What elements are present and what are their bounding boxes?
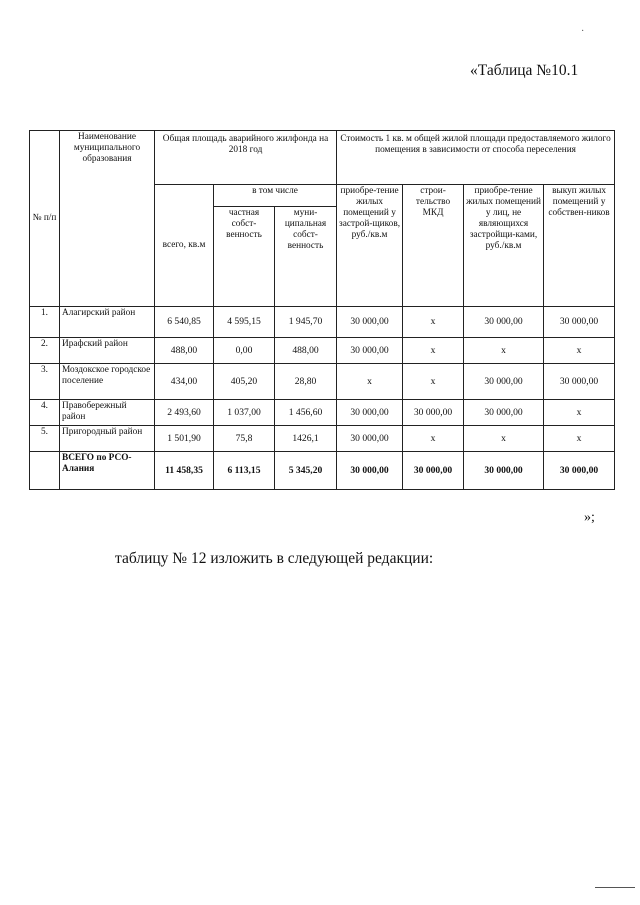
row-construction: 30 000,00 <box>403 400 464 426</box>
page-footer-line <box>595 887 635 888</box>
table-row <box>30 338 615 364</box>
row-acq-dev: 30 000,00 <box>337 338 403 364</box>
row-acq-nondev: х <box>464 338 544 364</box>
total-buyout: 30 000,00 <box>544 452 615 490</box>
row-private: 75,8 <box>214 426 275 452</box>
row-num: 3. <box>30 364 60 400</box>
row-construction: х <box>403 364 464 400</box>
closing-mark: »; <box>584 510 595 525</box>
row-total: 2 493,60 <box>155 400 214 426</box>
row-municipal: 1 456,60 <box>275 400 337 426</box>
emergency-housing-table <box>29 130 615 490</box>
header-cost-group: Стоимость 1 кв. м общей жилой площади предоставляемого жилого помещения в зависимости от способа переселения <box>337 131 615 185</box>
row-buyout: х <box>544 338 615 364</box>
row-municipal: 28,80 <box>275 364 337 400</box>
row-name: Моздокское городское поселение <box>60 364 155 400</box>
table-row <box>30 364 615 400</box>
row-total: 1 501,90 <box>155 426 214 452</box>
header-row-1 <box>30 131 615 185</box>
header-incl: в том числе <box>214 185 337 207</box>
header-name: Наименование муниципального образования <box>60 131 155 307</box>
row-num: 2. <box>30 338 60 364</box>
corner-mark: · <box>581 26 585 37</box>
header-area-group: Общая площадь аварийного жилфонда на 2018 год <box>155 131 337 185</box>
row-construction: х <box>403 426 464 452</box>
row-construction: х <box>403 338 464 364</box>
row-private: 0,00 <box>214 338 275 364</box>
row-acq-nondev: 30 000,00 <box>464 307 544 338</box>
table-row <box>30 307 615 338</box>
row-acq-dev: 30 000,00 <box>337 307 403 338</box>
total-acq-dev: 30 000,00 <box>337 452 403 490</box>
total-private: 6 113,15 <box>214 452 275 490</box>
total-acq-nondev: 30 000,00 <box>464 452 544 490</box>
row-total: 434,00 <box>155 364 214 400</box>
table-caption: «Таблица №10.1 <box>470 62 579 79</box>
row-municipal: 1 945,70 <box>275 307 337 338</box>
row-num: 1. <box>30 307 60 338</box>
row-name: Ирафский район <box>60 338 155 364</box>
total-construction: 30 000,00 <box>403 452 464 490</box>
row-total: 6 540,85 <box>155 307 214 338</box>
total-municipal: 5 345,20 <box>275 452 337 490</box>
row-name: Правобережный район <box>60 400 155 426</box>
row-private: 1 037,00 <box>214 400 275 426</box>
header-acq-dev: приобре-тение жилых помещений у застрой-щиков, руб./кв.м <box>337 185 403 307</box>
row-acq-nondev: 30 000,00 <box>464 400 544 426</box>
row-construction: х <box>403 307 464 338</box>
row-buyout: х <box>544 426 615 452</box>
header-buyout: выкуп жилых помещений у собствен-ников <box>544 185 615 307</box>
row-acq-dev: х <box>337 364 403 400</box>
header-municipal: муни-ципальная собст-венность <box>275 207 337 307</box>
row-private: 4 595,15 <box>214 307 275 338</box>
row-buyout: х <box>544 400 615 426</box>
row-buyout: 30 000,00 <box>544 307 615 338</box>
total-name: ВСЕГО по РСО-Алания <box>60 452 155 490</box>
header-num: № п/п <box>30 131 60 307</box>
header-construction: строи-тельство МКД <box>403 185 464 307</box>
row-name: Алагирский район <box>60 307 155 338</box>
row-municipal: 488,00 <box>275 338 337 364</box>
row-acq-dev: 30 000,00 <box>337 400 403 426</box>
row-municipal: 1426,1 <box>275 426 337 452</box>
total-total: 11 458,35 <box>155 452 214 490</box>
row-acq-nondev: 30 000,00 <box>464 364 544 400</box>
total-num <box>30 452 60 490</box>
header-total: всего, кв.м <box>155 185 214 307</box>
row-num: 4. <box>30 400 60 426</box>
header-acq-nondev: приобре-тение жилых помещений у лиц, не являющихся застройщи-ками, руб./кв.м <box>464 185 544 307</box>
table-body <box>30 307 615 490</box>
row-name: Пригородный район <box>60 426 155 452</box>
table-row <box>30 426 615 452</box>
instruction-text: таблицу № 12 изложить в следующей редакции: <box>115 550 434 567</box>
row-total: 488,00 <box>155 338 214 364</box>
total-row <box>30 452 615 490</box>
header-private: частная собст-венность <box>214 207 275 307</box>
row-num: 5. <box>30 426 60 452</box>
row-private: 405,20 <box>214 364 275 400</box>
row-acq-nondev: х <box>464 426 544 452</box>
table-row <box>30 400 615 426</box>
row-acq-dev: 30 000,00 <box>337 426 403 452</box>
row-buyout: 30 000,00 <box>544 364 615 400</box>
